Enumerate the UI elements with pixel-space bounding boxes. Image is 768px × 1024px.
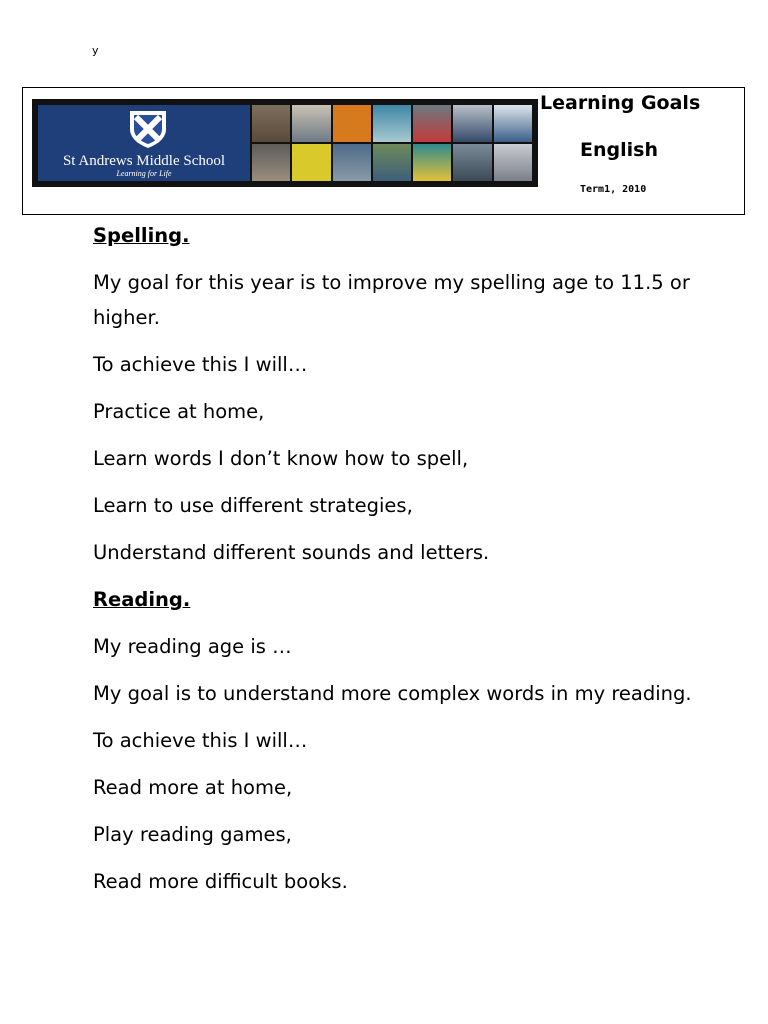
photo bbox=[292, 105, 330, 142]
reading-action: Read more difficult books. bbox=[93, 870, 348, 893]
photo-collage bbox=[250, 105, 532, 181]
photo bbox=[333, 144, 371, 181]
school-name: St Andrews Middle School bbox=[62, 153, 226, 169]
photo bbox=[292, 144, 330, 181]
spelling-action: Learn words I don’t know how to spell, bbox=[93, 447, 469, 470]
spelling-intro: To achieve this I will… bbox=[93, 353, 308, 376]
photo bbox=[333, 105, 371, 142]
subject-label: English bbox=[580, 139, 658, 161]
photo bbox=[494, 105, 532, 142]
photo bbox=[453, 144, 491, 181]
shield-icon bbox=[126, 109, 170, 149]
corner-mark: y bbox=[92, 44, 99, 57]
spelling-action: Learn to use different strategies, bbox=[93, 494, 413, 517]
photo bbox=[252, 144, 290, 181]
photo bbox=[494, 144, 532, 181]
school-banner bbox=[32, 99, 538, 187]
spelling-action: Understand different sounds and letters. bbox=[93, 541, 490, 564]
photo bbox=[373, 105, 411, 142]
page-title: Learning Goals bbox=[540, 92, 701, 114]
photo bbox=[252, 105, 290, 142]
photo bbox=[453, 105, 491, 142]
reading-heading: Reading. bbox=[93, 588, 191, 611]
photo bbox=[413, 144, 451, 181]
reading-intro: To achieve this I will… bbox=[93, 729, 308, 752]
spelling-action: Practice at home, bbox=[93, 400, 265, 423]
spelling-goal: My goal for this year is to improve my spelling age to 11.5 or higher. bbox=[93, 271, 690, 329]
photo bbox=[413, 105, 451, 142]
document-body bbox=[93, 218, 693, 911]
reading-action: Read more at home, bbox=[93, 776, 293, 799]
school-motto: Learning for Life bbox=[116, 169, 172, 178]
reading-age: My reading age is … bbox=[93, 635, 292, 658]
reading-action: Play reading games, bbox=[93, 823, 292, 846]
school-logo bbox=[38, 105, 250, 181]
photo bbox=[373, 144, 411, 181]
spelling-heading: Spelling. bbox=[93, 224, 190, 247]
reading-goal: My goal is to understand more complex words in my reading. bbox=[93, 682, 692, 705]
term-label: Term1, 2010 bbox=[580, 184, 647, 195]
